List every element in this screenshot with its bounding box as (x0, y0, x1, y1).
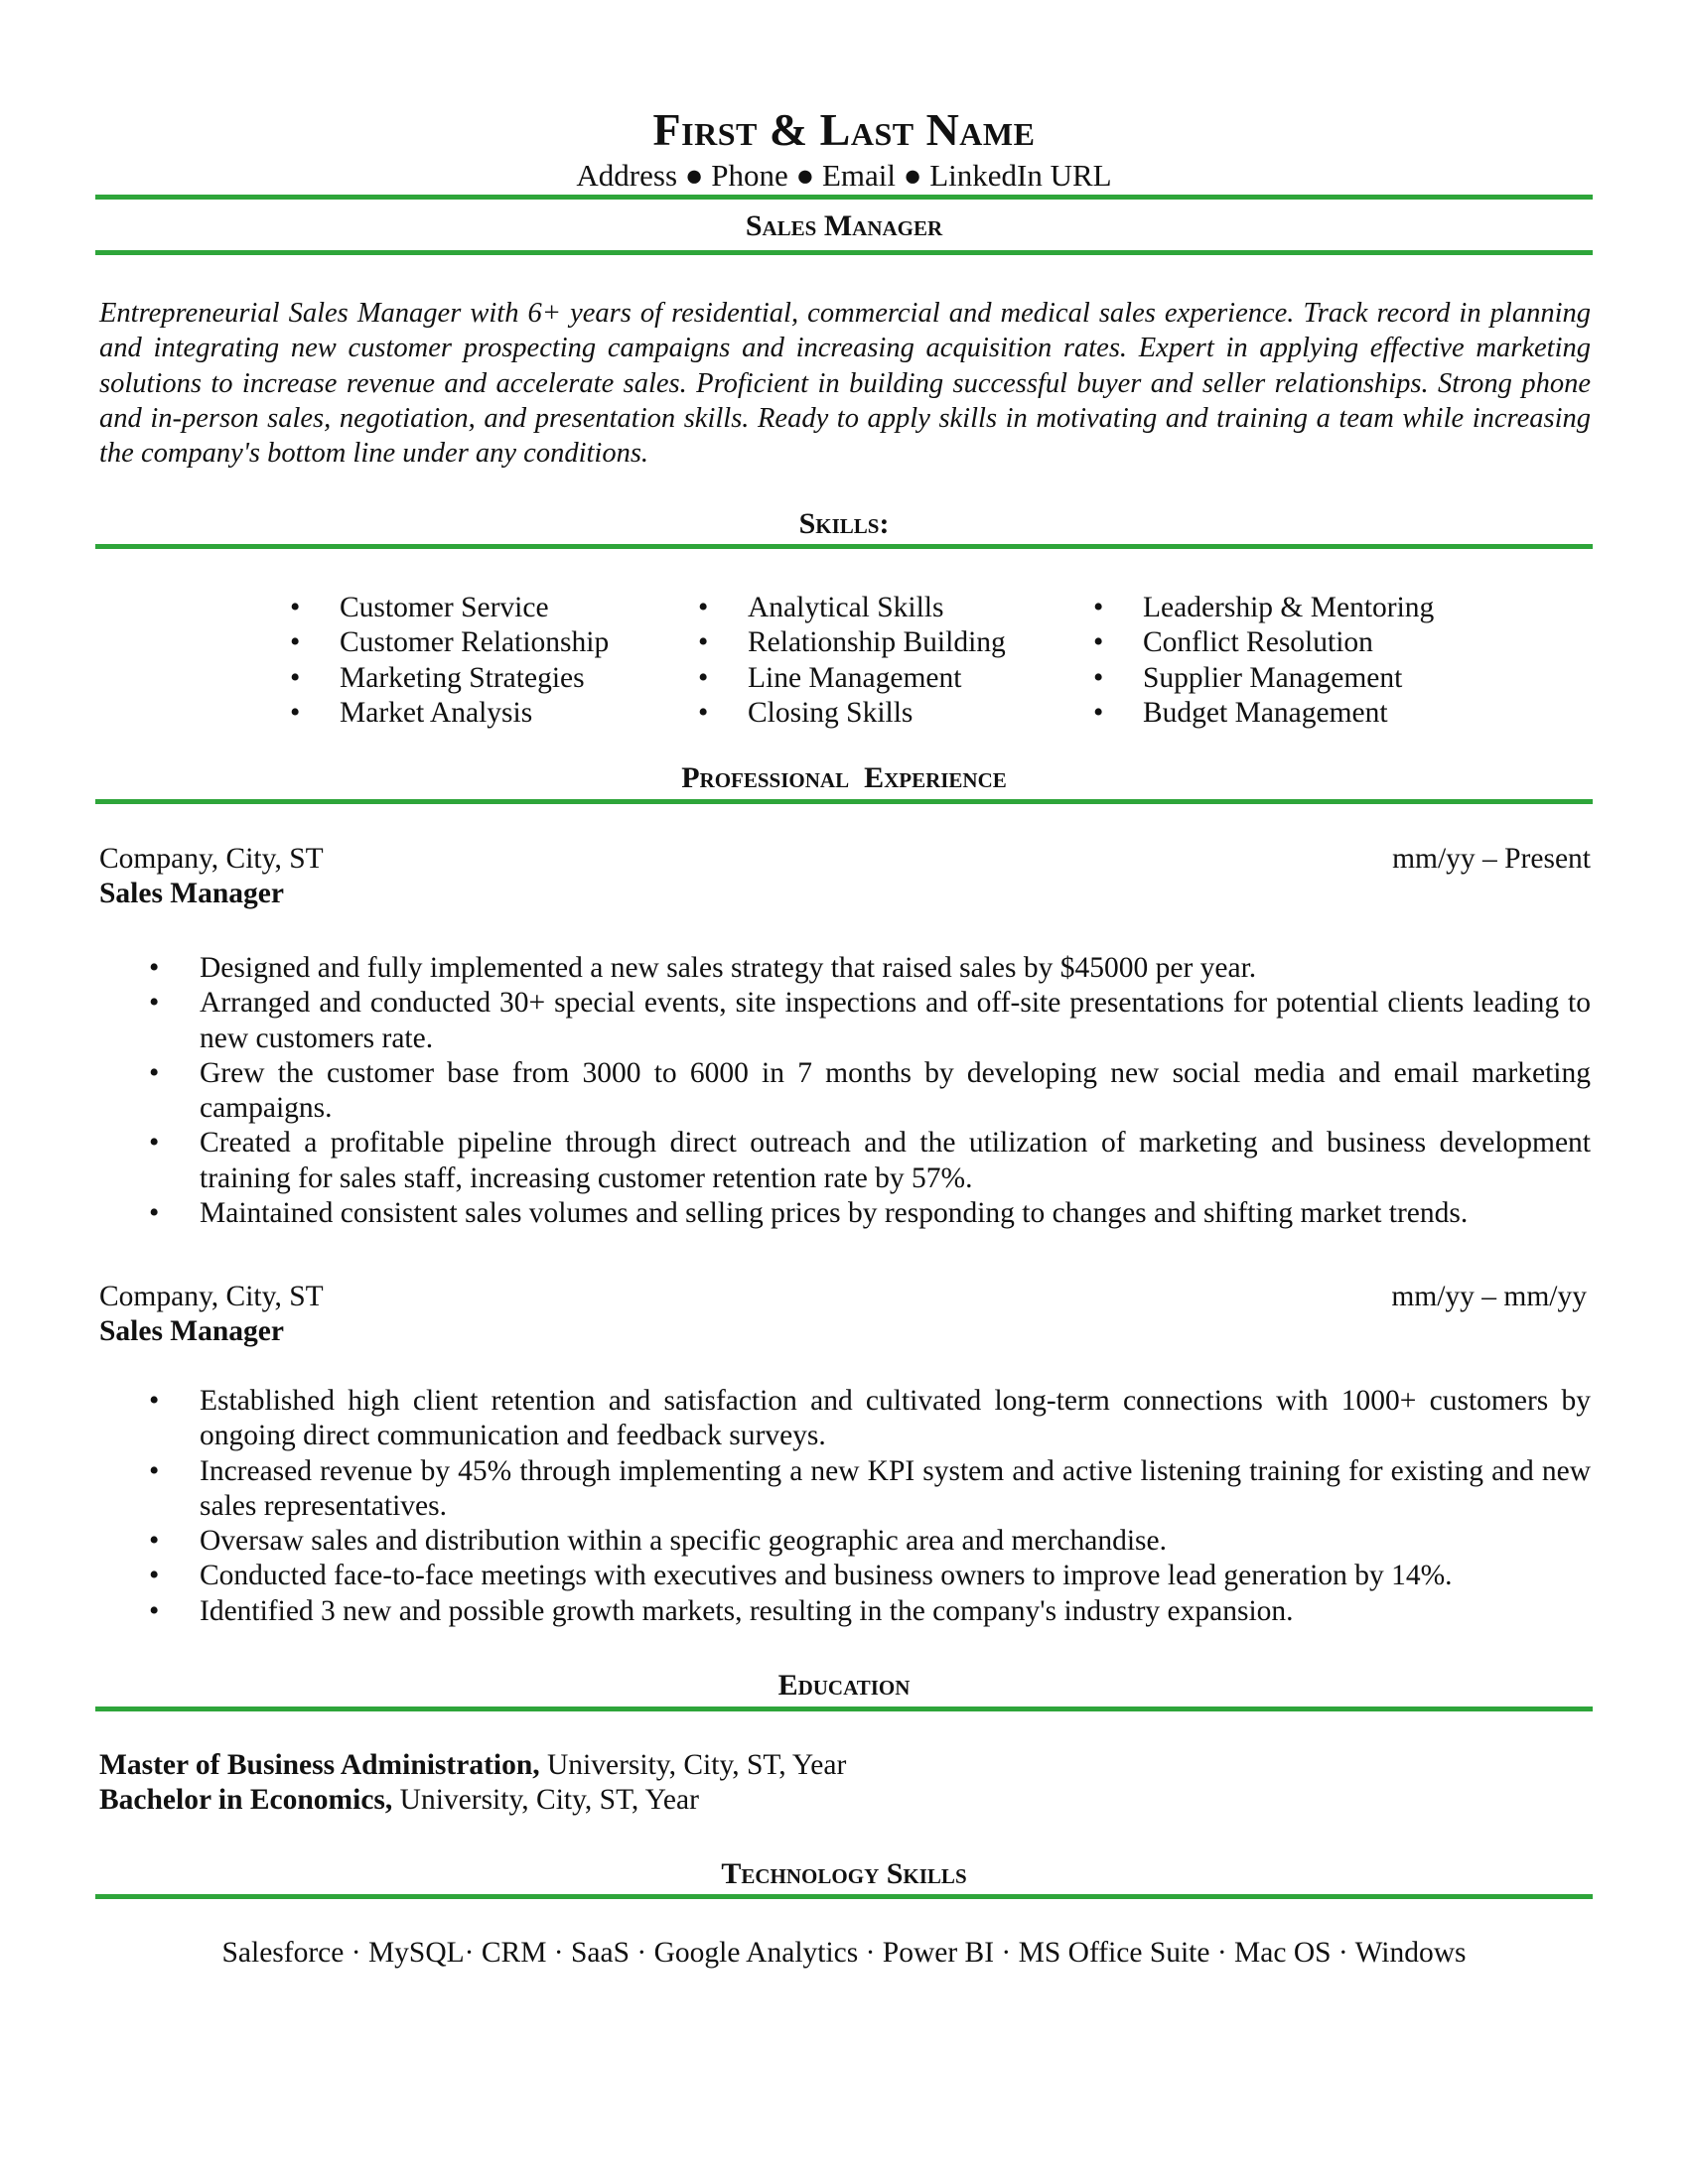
divider-rule (95, 195, 1593, 200)
skill-item: • Customer Service (290, 591, 609, 625)
skill-item: • Customer Relationship (290, 625, 609, 660)
divider-rule (95, 799, 1593, 804)
skill-item: • Line Management (698, 661, 1006, 696)
technology-heading: Technology Skills (721, 1857, 967, 1890)
skill-item: • Leadership & Mentoring (1093, 591, 1434, 625)
skill-item: • Supplier Management (1093, 661, 1434, 696)
job-title: Sales Manager (99, 1315, 284, 1347)
skills-column-3 (1093, 591, 1434, 731)
degree-details: University, City, ST, Year (539, 1749, 847, 1781)
degree-details: University, City, ST, Year (392, 1784, 699, 1816)
list-item: • Increased revenue by 45% through implementing a new KPI system and active listening training for existing and new sales representatives. (149, 1454, 1591, 1525)
list-item: • Oversaw sales and distribution within a specific geographic area and merchandise. (149, 1524, 1591, 1559)
list-item: • Created a profitable pipeline through direct outreach and the utilization of marketing and business development training for sales staff, increasing customer retention rate by 57%. (149, 1126, 1591, 1196)
education-heading: Education (777, 1669, 911, 1702)
skills-column-2 (698, 591, 1006, 731)
job-company: Company, City, ST (99, 843, 324, 875)
skill-item: • Analytical Skills (698, 591, 1006, 625)
divider-rule (95, 1706, 1593, 1711)
list-item: • Maintained consistent sales volumes and selling prices by responding to changes and shifting market trends. (149, 1196, 1591, 1231)
candidate-name: First & Last Name (652, 104, 1036, 155)
professional-summary: Entrepreneurial Sales Manager with 6+ years of residential, commercial and medical sales experience. Track record in planning and integrating new customer prospecting campaigns and increasing acquisition rates. Expert in applying effective marketing solutions to increase revenue and accelerate sales. Proficient in building successful buyer and seller relationships. Strong phone and in-person sales, negotiation, and presentation skills. Ready to apply skills in motivating and training a team while increasing the company's bottom line under any conditions. (99, 298, 1591, 470)
list-item: • Arranged and conducted 30+ special events, site inspections and off-site presentations for potential clients leading to new customers rate. (149, 986, 1591, 1056)
job-bullets (149, 951, 1591, 1231)
divider-rule (95, 544, 1593, 549)
skill-item: • Market Analysis (290, 696, 609, 731)
list-item: • Established high client retention and satisfaction and cultivated long-term connections with 1000+ customers by ongoing direct communication and feedback surveys. (149, 1384, 1591, 1454)
job-target-title: Sales Manager (745, 209, 943, 242)
skills-heading: Skills: (798, 507, 890, 540)
skill-item: • Marketing Strategies (290, 661, 609, 696)
job-dates: mm/yy – Present (1392, 843, 1591, 875)
job-dates: mm/yy – mm/yy (1391, 1281, 1587, 1312)
job-title: Sales Manager (99, 878, 284, 909)
degree-name: Bachelor in Economics, (99, 1784, 393, 1816)
job-company: Company, City, ST (99, 1281, 324, 1312)
skills-column-1 (290, 591, 609, 731)
list-item: • Grew the customer base from 3000 to 6000 in 7 months by developing new social media and email marketing campaigns. (149, 1056, 1591, 1127)
technology-skills-line: Salesforce · MySQL· CRM · SaaS · Google Analytics · Power BI · MS Office Suite · Mac OS · Windows (221, 1937, 1467, 1969)
skill-item: • Conflict Resolution (1093, 625, 1434, 660)
list-item: • Conducted face-to-face meetings with executives and business owners to improve lead generation by 14%. (149, 1559, 1591, 1593)
contact-line: Address ● Phone ● Email ● LinkedIn URL (576, 158, 1112, 193)
job-bullets (149, 1384, 1591, 1629)
list-item: • Identified 3 new and possible growth markets, resulting in the company's industry expansion. (149, 1594, 1591, 1629)
education-entry (99, 1783, 699, 1819)
list-item: • Designed and fully implemented a new sales strategy that raised sales by $45000 per year. (149, 951, 1591, 986)
divider-rule (95, 1894, 1593, 1899)
degree-name: Master of Business Administration, (99, 1749, 540, 1781)
skill-item: • Relationship Building (698, 625, 1006, 660)
skill-item: • Budget Management (1093, 696, 1434, 731)
education-entry (99, 1748, 846, 1784)
divider-rule (95, 250, 1593, 255)
experience-heading: Professional Experience (681, 761, 1007, 794)
skill-item: • Closing Skills (698, 696, 1006, 731)
